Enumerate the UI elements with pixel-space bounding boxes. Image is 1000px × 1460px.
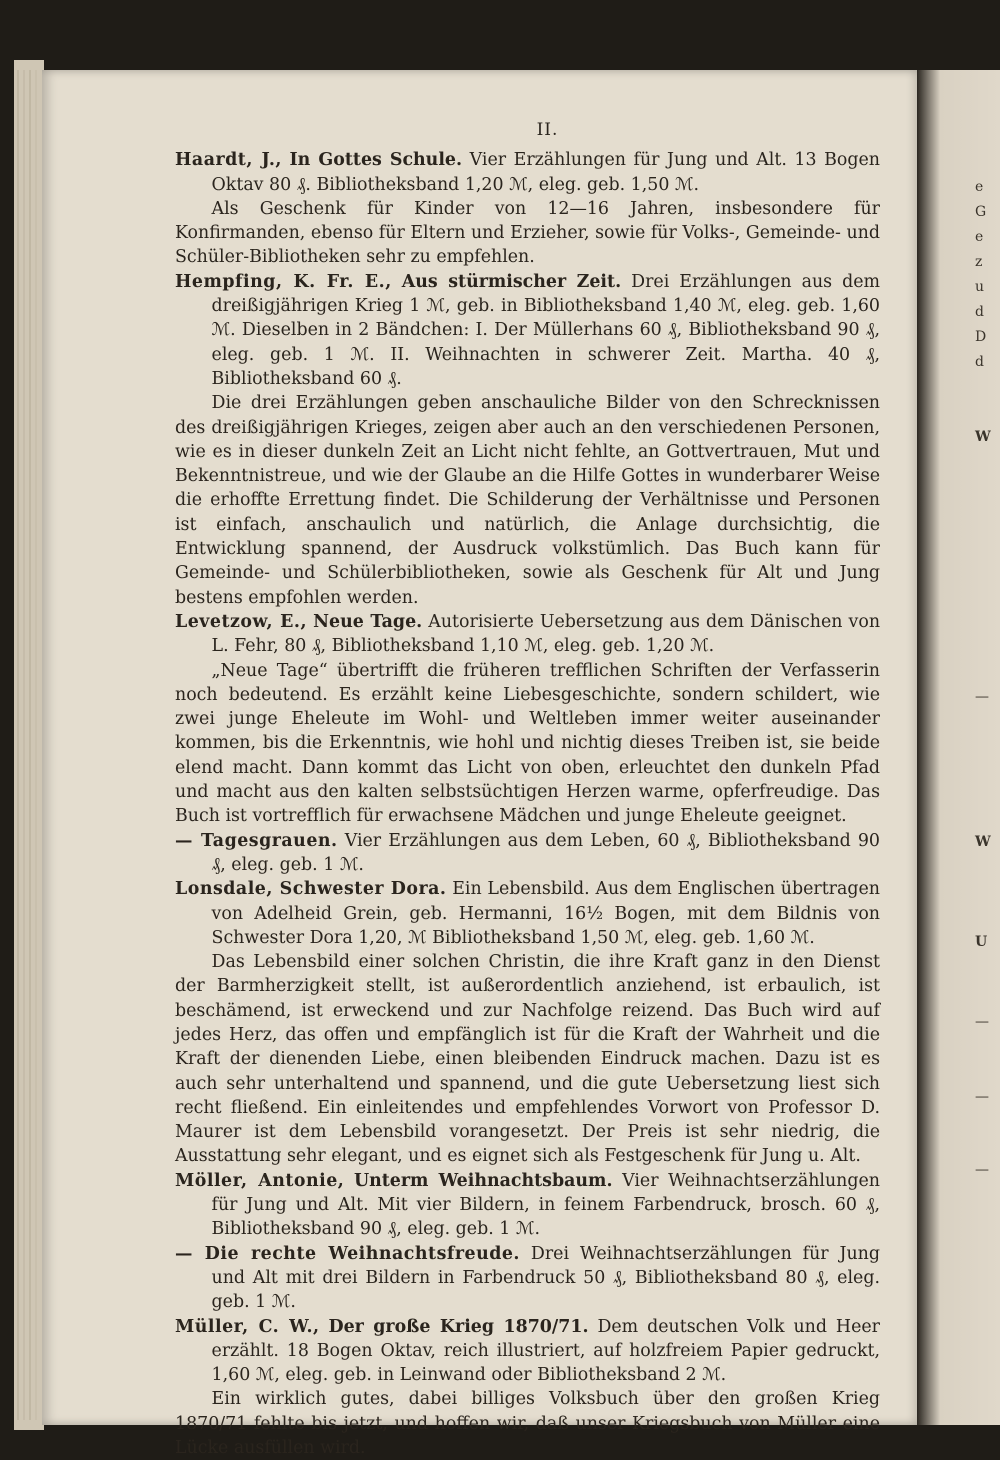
entry-details: Ein Lebensbild. Aus dem Englischen übertragen von Adelheid Grein, geb. Hermanni, 16½ Bogen, mit dem Bildnis von Schwester Dora 1,20, ℳ Bibliotheksband 1,50 ℳ, eleg. geb. 1,60 ℳ. [211,879,880,948]
entry-review: „Neue Tage“ übertrifft die früheren trefflichen Schriften der Verfasserin noch bedeutend. Es erzählt keine Liebesgeschichte, sondern schildert, wie zwei junge Eheleute im Wohl- und Weltleben immer weiter auseinander kommen, bis die Erkenntnis, wie hohl und nichtig dieses Treiben ist, sie beide elend macht. Dann kommt das Licht von oben, erleuchtet den dunkeln Pfad und macht aus den kalten selbstsüchtigen Herzen warme, opferfreudige. Das Buch ist vortrefflich für erwachsene Mädchen und junge Eheleute geeignet. [175,660,880,827]
catalog-entry [175,1315,880,1460]
catalog-entry [175,1242,880,1315]
entry-review: Ein wirklich gutes, dabei billiges Volksbuch über den großen Krieg 1870/71 fehlte bis jetzt, und hoffen wir, daß unser Kriegsbuch von Müller eine Lücke ausfüllen wird. [175,1389,880,1459]
margin-fragment: D [975,329,987,345]
catalog-entry [175,148,880,269]
margin-fragment: W [975,834,991,850]
entry-details: Vier Erzählungen aus dem Leben, 60 ₰, Bibliotheksband 90 ₰, eleg. geb. 1 ℳ. [211,830,880,875]
entry-author: — Tagesgrauen. [175,830,338,851]
page-number: II. [536,120,559,140]
margin-fragment: d [975,304,984,320]
margin-fragment: e [975,229,984,245]
margin-fragment: u [975,279,985,295]
entry-title: In Gottes Schule. [289,150,463,171]
entry-author: Möller, Antonie, [175,1170,345,1191]
entry-title: Aus stürmischer Zeit. [401,271,622,292]
margin-fragment: — [975,689,989,705]
entry-review: Das Lebensbild einer solchen Christin, die ihre Kraft ganz in den Dienst der Barmherzigkeit stellt, ist außerordentlich anziehend, ist erbaulich, ist beschämend, ist erweckend und zur Nachfolge reizend. Das Buch wird auf jedes Herz, das offen und empfänglich ist für die Kraft der Wahrheit und die Kraft der dienenden Liebe, einen bleibenden Eindruck machen. Dazu ist es auch sehr unterhaltend und spannend, und die gute Uebersetzung liest sich recht fließend. Ein einleitendes und empfehlendes Vorwort von Professor D. Maurer ist dem Lebensbild vorangesetzt. Der Preis ist sehr niedrig, die Ausstattung sehr elegant, und es eignet sich als Festgeschenk für Jung u. Alt. [175,952,880,1167]
margin-fragment: d [975,354,984,370]
entry-author: Lonsdale, Schwester Dora. [175,879,447,900]
entry-author: Levetzow, E., [175,611,308,632]
margin-fragment: G [975,204,987,220]
margin-fragment: — [975,1089,989,1105]
entry-title: Der große Krieg 1870/71. [328,1316,589,1337]
entry-details: Dem deutschen Volk und Heer erzählt. 18 Bogen Oktav, reich illustriert, auf holzfreiem Papier gedruckt, 1,60 ℳ, eleg. geb. in Leinwand oder Bibliotheksband 2 ℳ. [211,1316,880,1386]
catalog-entry [175,877,880,1169]
entry-details: Vier Erzählungen für Jung und Alt. 13 Bogen Oktav 80 ₰. Bibliotheksband 1,20 ℳ, eleg. geb. 1,50 ℳ. [211,150,881,195]
margin-fragment: e [975,179,984,195]
margin-fragment: — [975,1162,989,1178]
entry-author: Müller, C. W., [175,1316,320,1337]
entry-author: Hempfing, K. Fr. E., [175,271,392,292]
next-page-edge [917,70,1000,1425]
entry-details: Autorisierte Uebersetzung aus dem Dänischen von L. Fehr, 80 ₰, Bibliotheksband 1,10 ℳ, eleg. geb. 1,20 ℳ. [211,611,881,657]
entry-details: Drei Weihnachtserzählungen für Jung und Alt mit drei Bildern in Farbendruck 50 ₰, Bibliotheksband 80 ₰, eleg. geb. 1 ℳ. [211,1243,881,1313]
margin-fragment: U [975,934,988,950]
entry-details: Vier Weihnachtserzählungen für Jung und Alt. Mit vier Bildern, in feinem Farbendruck, brosch. 60 ₰, Bibliotheksband 90 ₰, eleg. geb. 1 ℳ. [211,1170,880,1240]
entry-review: Als Geschenk für Kinder von 12—16 Jahren, insbesondere für Konfirmanden, ebenso für Eltern und Erzieher, sowie für Volks-, Gemeinde- und Schüler-Bibliotheken sehr zu empfehlen. [175,198,880,268]
entry-author: Haardt, J., [175,150,282,171]
entry-title: Neue Tage. [313,611,423,632]
catalog-entry [175,829,880,878]
entry-author: — Die rechte Weihnachtsfreude. [175,1243,520,1264]
catalog-entry [175,270,880,610]
entry-details: Drei Erzählungen aus dem dreißigjährigen Krieg 1 ℳ, geb. in Bibliotheksband 1,40 ℳ, eleg. geb. 1,60 ℳ. Dieselben in 2 Bändchen: I. Der Müllerhans 60 ₰, Bibliotheksband 90 ₰, eleg. geb. 1 ℳ. II. Weihnachten in schwerer Zeit. Martha. 40 ₰, Bibliotheksband 60 ₰. [211,271,880,389]
margin-fragment: W [975,429,991,445]
entry-title: Unterm Weihnachtsbaum. [353,1170,613,1191]
catalog-entry [175,1169,880,1242]
catalog-entry [175,610,880,829]
margin-fragment: — [975,1014,989,1030]
margin-fragment: z [975,254,983,270]
page-text [175,118,880,1460]
entry-review: Die drei Erzählungen geben anschauliche Bilder von den Schrecknissen des dreißigjährigen Krieges, zeigen aber auch an den verschiedenen Personen, wie es in dieser dunkeln Zeit an Licht nicht fehlte, an Gottvertrauen, Mut und Bekenntnistreue, und wie der Glaube an die Hilfe Gottes in wunderbarer Weise die erhoffte Errettung findet. Die Schilderung der Verhältnisse und Personen ist einfach, anschaulich und natürlich, die Anlage durchsichtig, die Entwicklung spannend, der Ausdruck volkstümlich. Das Buch kann für Gemeinde- und Schülerbibliotheken, sowie als Geschenk für Alt und Jung bestens empfohlen werden. [175,393,880,608]
